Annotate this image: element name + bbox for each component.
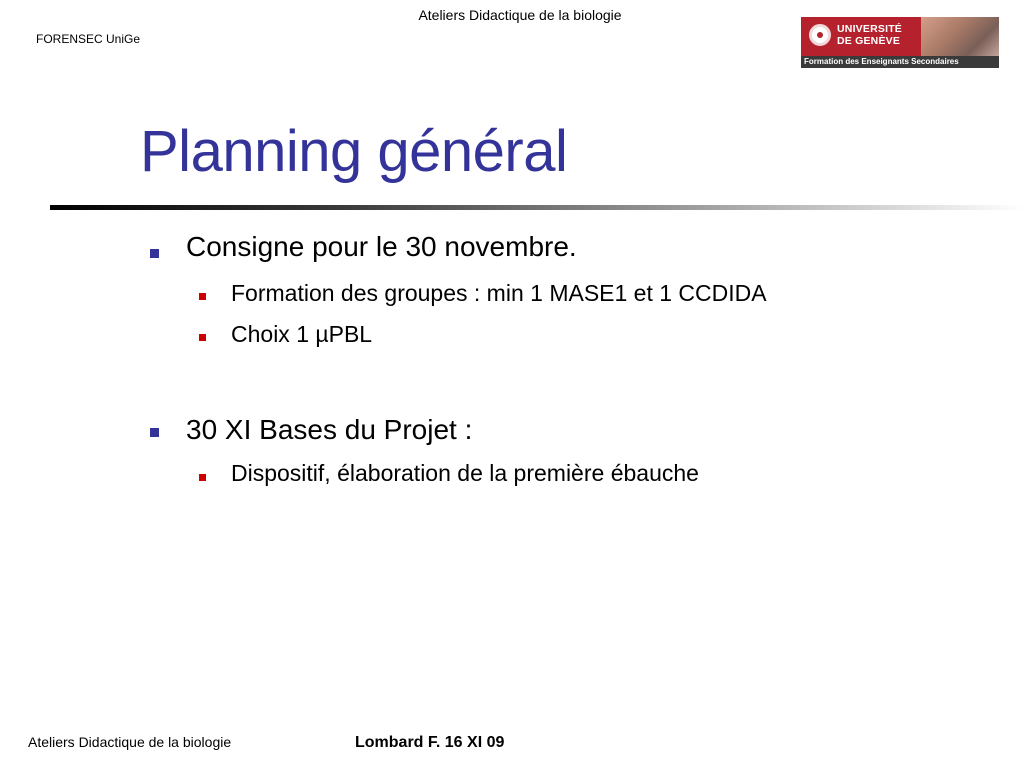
- logo-tagline: Formation des Enseignants Secondaires: [801, 56, 999, 68]
- title-divider: [50, 205, 1024, 210]
- sub-bullet-square-icon: [199, 293, 206, 300]
- footer-course-label: Ateliers Didactique de la biologie: [28, 734, 232, 750]
- sub-bullet-item: Formation des groupes : min 1 MASE1 et 1 CCDIDA: [231, 280, 767, 306]
- header-course-label: FORENSEC UniGe: [36, 32, 141, 46]
- bullet-square-icon: [150, 428, 159, 437]
- slide-title: Planning général: [140, 119, 568, 184]
- bullet-item: 30 XI Bases du Projet :: [186, 414, 473, 445]
- header-title: Ateliers Didactique de la biologie: [418, 7, 622, 23]
- logo-line-1: UNIVERSITÉ: [837, 23, 903, 35]
- sub-bullet-square-icon: [199, 334, 206, 341]
- logo-wordmark: [837, 23, 902, 47]
- sub-bullet-item: Choix 1 µPBL: [231, 321, 373, 347]
- sub-bullet-item: Dispositif, élaboration de la première ébauche: [231, 460, 699, 486]
- logo-line-2: DE GENÈVE: [837, 35, 901, 47]
- bullet-item: Consigne pour le 30 novembre.: [186, 231, 577, 262]
- university-logo: [801, 17, 999, 68]
- bullet-square-icon: [150, 249, 159, 258]
- sub-bullet-square-icon: [199, 474, 206, 481]
- footer-author-date: Lombard F. 16 XI 09: [355, 734, 505, 751]
- university-seal-icon: [809, 24, 831, 46]
- logo-photo: [921, 17, 999, 59]
